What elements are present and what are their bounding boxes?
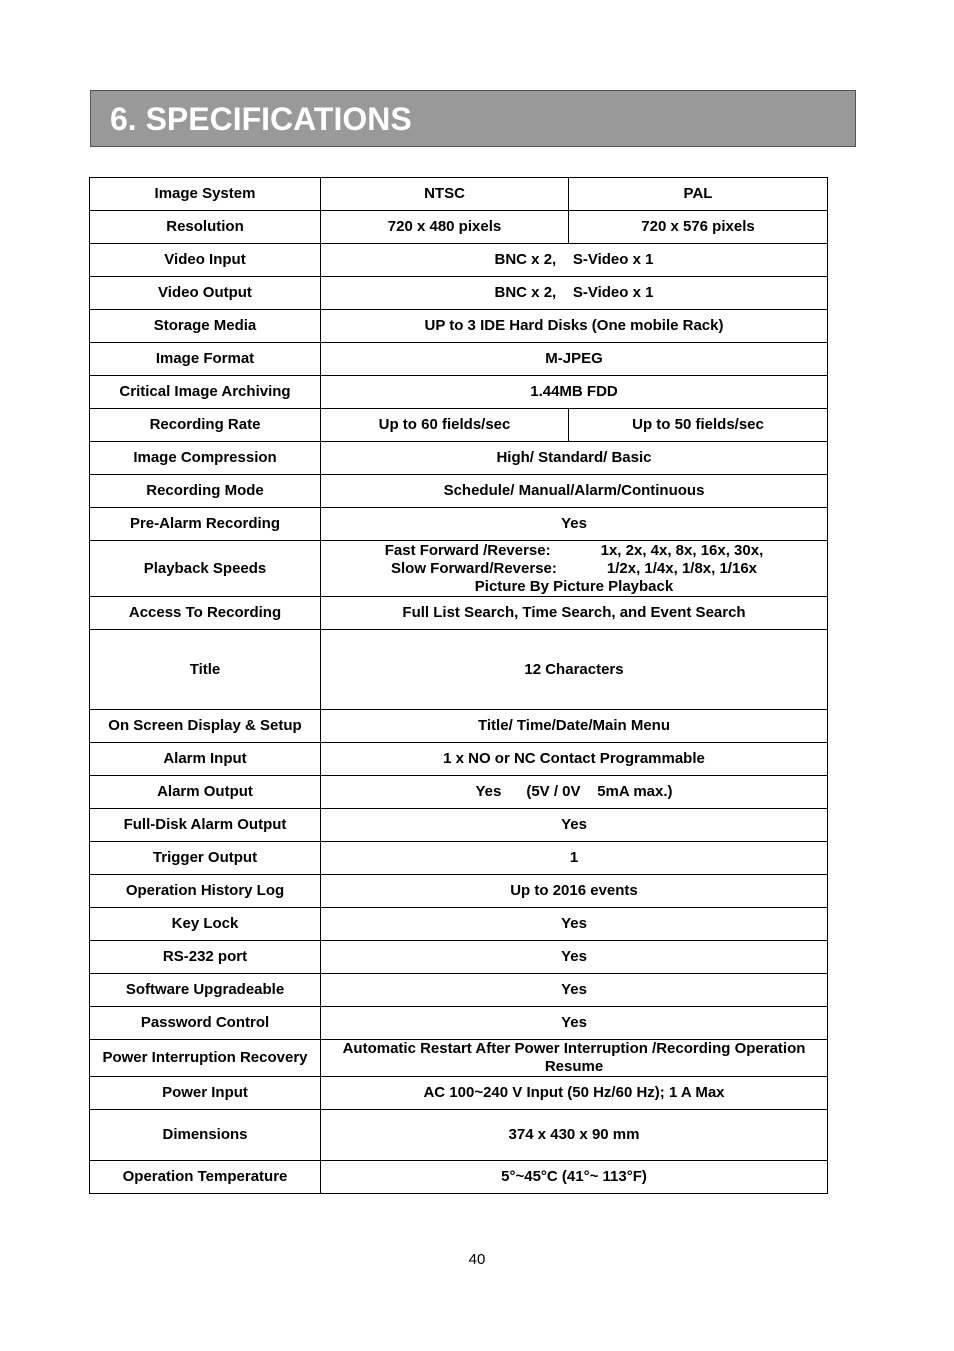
spec-value: Yes xyxy=(321,1007,828,1040)
spec-value: 5°~45°C (41°~ 113°F) xyxy=(321,1161,828,1194)
spec-value: Yes xyxy=(321,809,828,842)
spec-value-ntsc: NTSC xyxy=(321,178,569,211)
spec-label: Recording Mode xyxy=(90,475,321,508)
spec-value: BNC x 2, S-Video x 1 xyxy=(321,244,828,277)
table-row xyxy=(90,244,828,277)
spec-value-pal: Up to 50 fields/sec xyxy=(569,409,828,442)
table-row xyxy=(90,875,828,908)
spec-value: Full List Search, Time Search, and Event Search xyxy=(321,597,828,630)
spec-label: Storage Media xyxy=(90,310,321,343)
spec-label: Access To Recording xyxy=(90,597,321,630)
spec-value: Yes xyxy=(321,908,828,941)
spec-label: Trigger Output xyxy=(90,842,321,875)
spec-label: RS-232 port xyxy=(90,941,321,974)
table-row xyxy=(90,710,828,743)
table-row xyxy=(90,475,828,508)
spec-value: Yes (5V / 0V 5mA max.) xyxy=(321,776,828,809)
spec-value: 374 x 430 x 90 mm xyxy=(321,1110,828,1161)
table-row xyxy=(90,277,828,310)
spec-value: 1 xyxy=(321,842,828,875)
spec-label: Title xyxy=(90,630,321,710)
table-row xyxy=(90,809,828,842)
table-row xyxy=(90,776,828,809)
playback-line-fast: Fast Forward /Reverse: 1x, 2x, 4x, 8x, 16x, 30x, xyxy=(384,541,764,559)
table-row xyxy=(90,1040,828,1077)
specifications-table xyxy=(89,177,828,1194)
table-row xyxy=(90,908,828,941)
table-row xyxy=(90,1110,828,1161)
table-row xyxy=(90,409,828,442)
table-row xyxy=(90,941,828,974)
spec-label: Alarm Input xyxy=(90,743,321,776)
table-row xyxy=(90,541,828,597)
spec-value-pal: 720 x 576 pixels xyxy=(569,211,828,244)
table-row xyxy=(90,508,828,541)
playback-line-slow: Slow Forward/Reverse: 1/2x, 1/4x, 1/8x, 1/16x xyxy=(390,559,758,577)
spec-value-ntsc: Up to 60 fields/sec xyxy=(321,409,569,442)
table-row xyxy=(90,1007,828,1040)
page-title: 6. SPECIFICATIONS xyxy=(110,101,412,137)
spec-label: Key Lock xyxy=(90,908,321,941)
table-row xyxy=(90,442,828,475)
playback-line-pbp: Picture By Picture Playback xyxy=(474,577,674,595)
table-row xyxy=(90,376,828,409)
table-row xyxy=(90,343,828,376)
spec-label: Software Upgradeable xyxy=(90,974,321,1007)
table-row xyxy=(90,178,828,211)
spec-value: 1.44MB FDD xyxy=(321,376,828,409)
spec-label: Dimensions xyxy=(90,1110,321,1161)
spec-value: BNC x 2, S-Video x 1 xyxy=(321,277,828,310)
spec-value: Yes xyxy=(321,974,828,1007)
table-row xyxy=(90,211,828,244)
table-row xyxy=(90,597,828,630)
spec-label: Full-Disk Alarm Output xyxy=(90,809,321,842)
spec-label: Resolution xyxy=(90,211,321,244)
spec-value: Automatic Restart After Power Interruption /Recording Operation Resume xyxy=(321,1040,828,1077)
spec-label: Operation Temperature xyxy=(90,1161,321,1194)
spec-label: Recording Rate xyxy=(90,409,321,442)
spec-label: Power Interruption Recovery xyxy=(90,1040,321,1077)
spec-value: Yes xyxy=(321,941,828,974)
table-row xyxy=(90,842,828,875)
spec-value: Up to 2016 events xyxy=(321,875,828,908)
spec-value-ntsc: 720 x 480 pixels xyxy=(321,211,569,244)
table-row xyxy=(90,743,828,776)
spec-label: Critical Image Archiving xyxy=(90,376,321,409)
spec-label: Password Control xyxy=(90,1007,321,1040)
section-title-bar xyxy=(90,90,856,147)
spec-value: M-JPEG xyxy=(321,343,828,376)
spec-value-pal: PAL xyxy=(569,178,828,211)
spec-value: Schedule/ Manual/Alarm/Continuous xyxy=(321,475,828,508)
table-row xyxy=(90,974,828,1007)
spec-value: High/ Standard/ Basic xyxy=(321,442,828,475)
page-number: 40 xyxy=(468,1251,486,1268)
table-row xyxy=(90,1077,828,1110)
spec-value: 12 Characters xyxy=(321,630,828,710)
spec-label: On Screen Display & Setup xyxy=(90,710,321,743)
spec-label: Image Compression xyxy=(90,442,321,475)
spec-value: Title/ Time/Date/Main Menu xyxy=(321,710,828,743)
table-row xyxy=(90,310,828,343)
spec-label: Power Input xyxy=(90,1077,321,1110)
spec-value: UP to 3 IDE Hard Disks (One mobile Rack) xyxy=(321,310,828,343)
spec-value: AC 100~240 V Input (50 Hz/60 Hz); 1 A Max xyxy=(321,1077,828,1110)
spec-value: 1 x NO or NC Contact Programmable xyxy=(321,743,828,776)
spec-label: Video Input xyxy=(90,244,321,277)
spec-label: Image Format xyxy=(90,343,321,376)
spec-label: Playback Speeds xyxy=(90,541,321,597)
spec-label: Alarm Output xyxy=(90,776,321,809)
spec-label: Operation History Log xyxy=(90,875,321,908)
spec-label: Video Output xyxy=(90,277,321,310)
spec-label: Pre-Alarm Recording xyxy=(90,508,321,541)
spec-value: Yes xyxy=(321,508,828,541)
spec-label: Image System xyxy=(90,178,321,211)
table-row xyxy=(90,1161,828,1194)
table-row xyxy=(90,630,828,710)
spec-value-playback xyxy=(321,541,828,597)
